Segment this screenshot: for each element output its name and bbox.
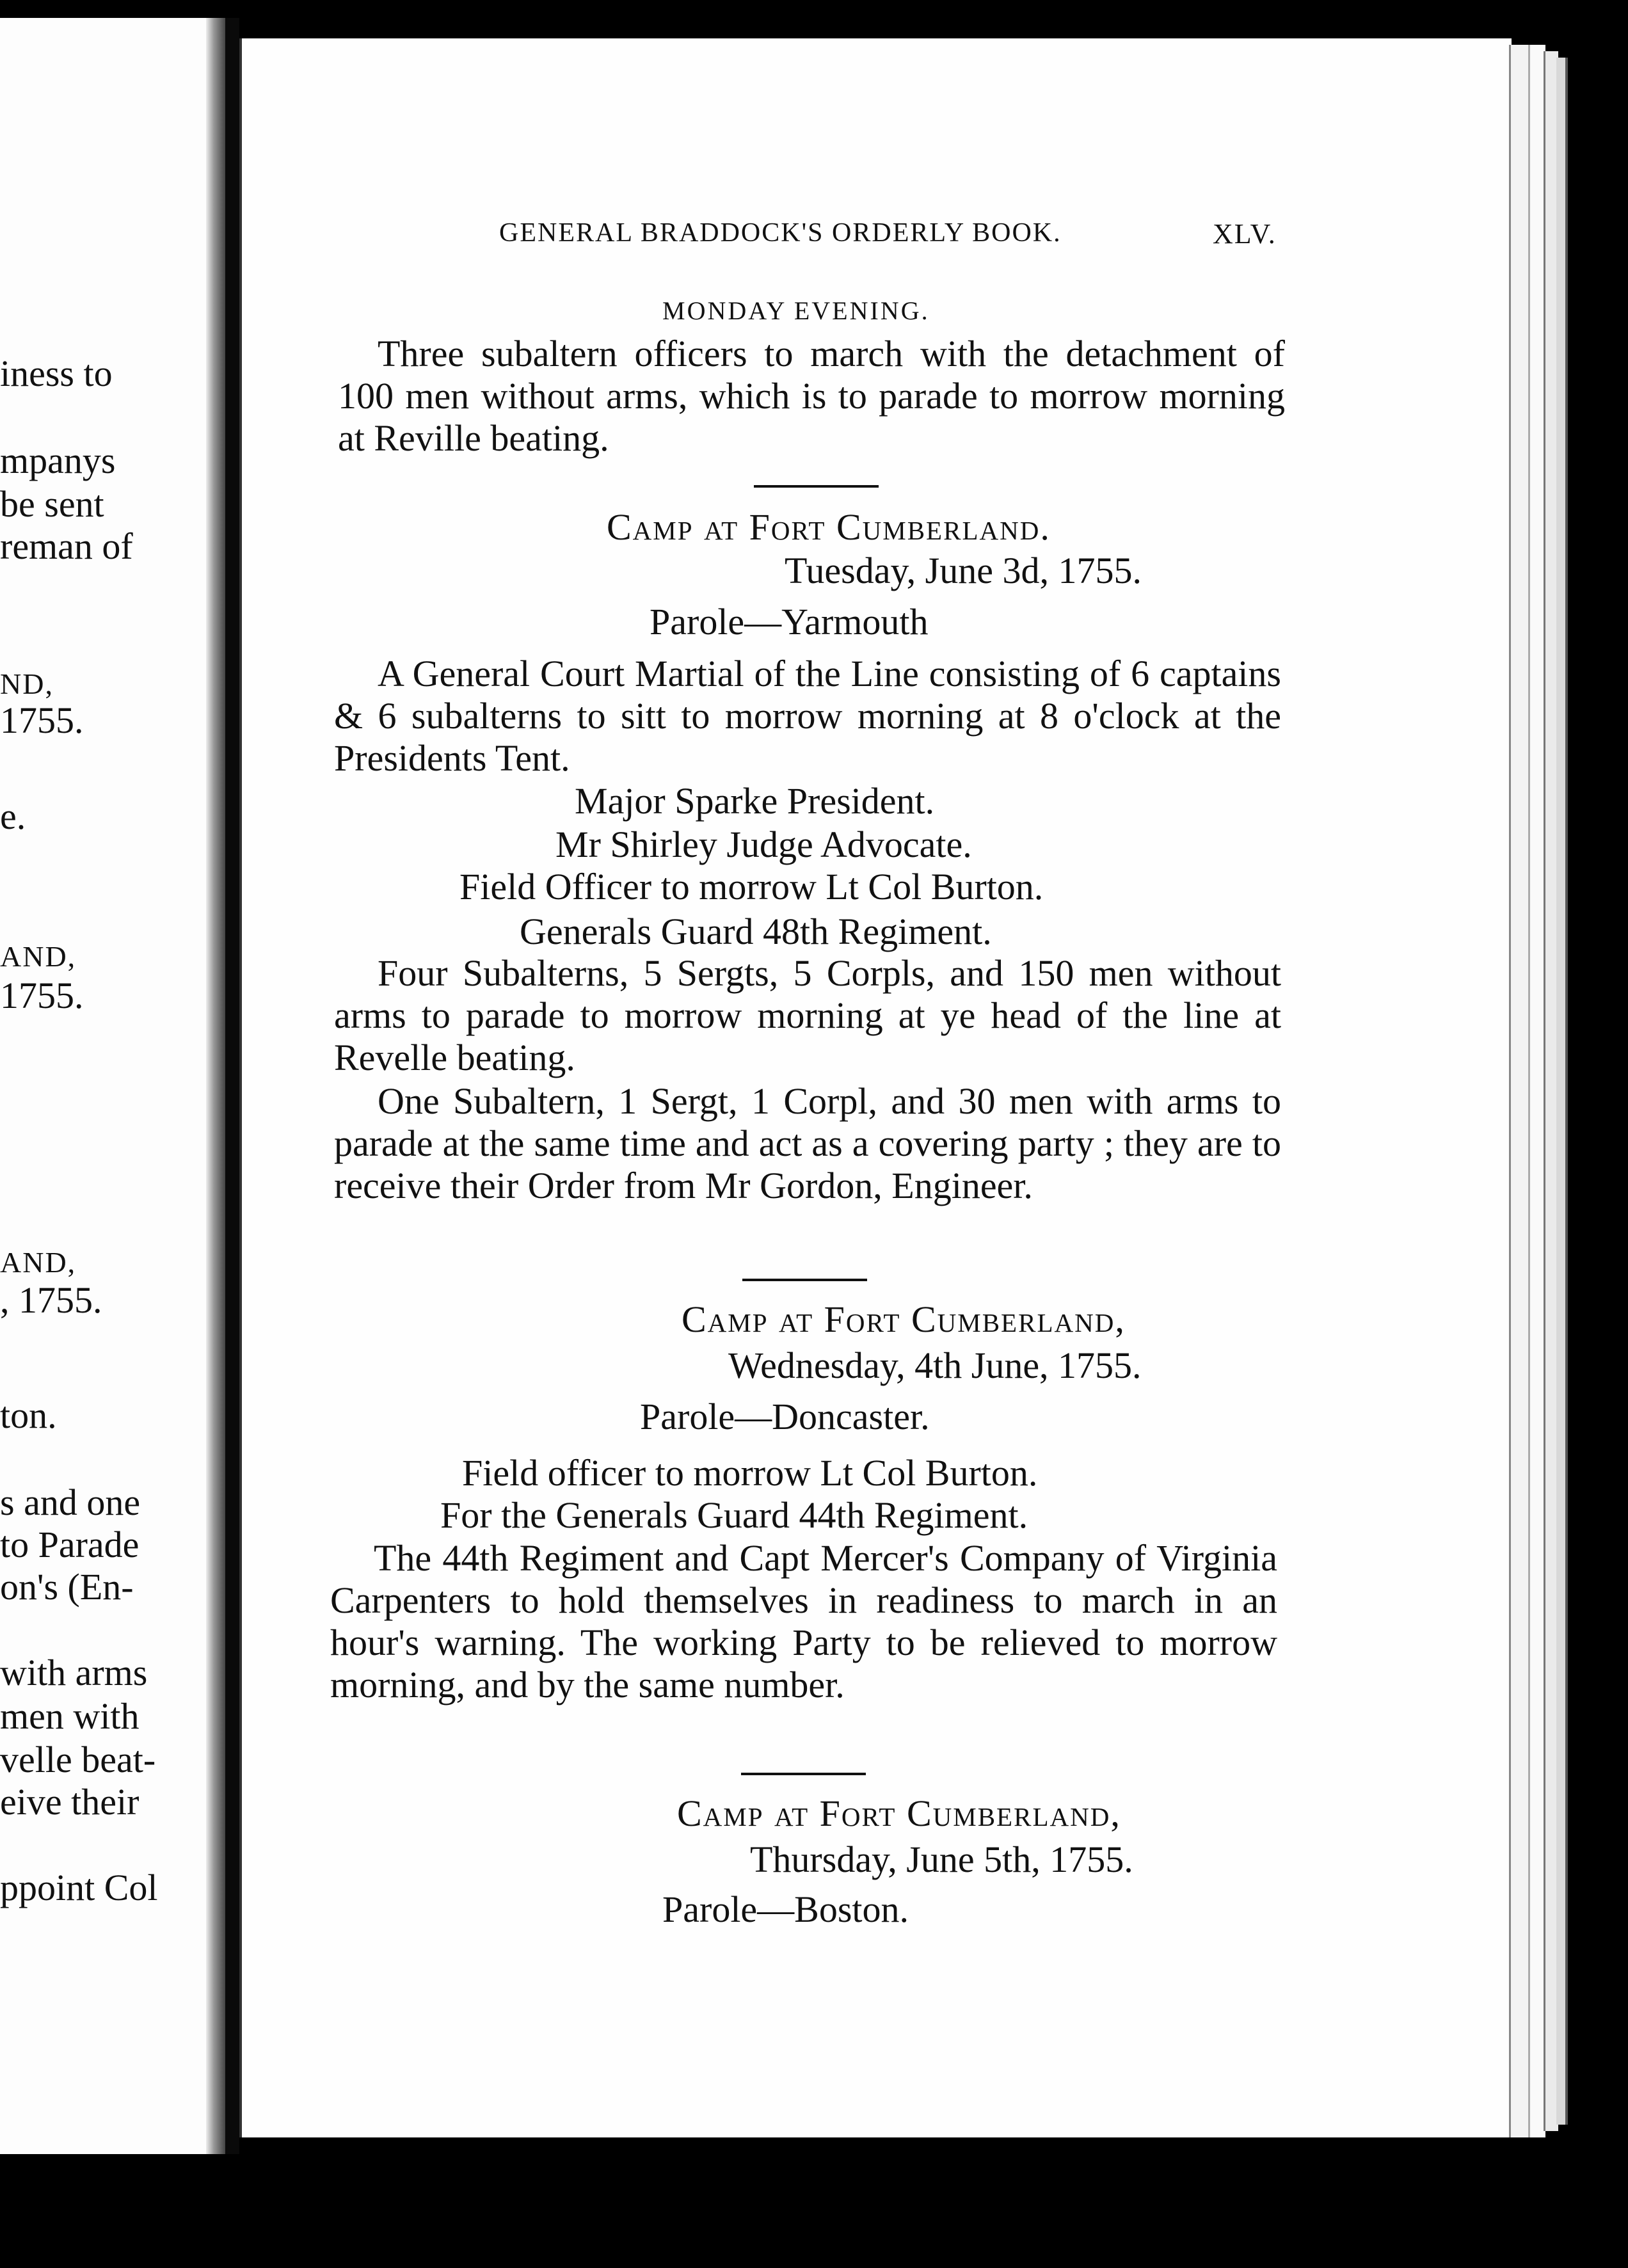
page-number: XLV. xyxy=(1213,218,1277,250)
paragraph: A General Court Martial of the Line consisting of 6 captains & 6 subalterns to sitt to morrow morning at 8 o'clock at the Presidents Tent. xyxy=(334,653,1281,779)
centered-line: Generals Guard 48th Regiment. xyxy=(520,911,992,952)
left-fragment: be sent xyxy=(0,483,104,525)
left-fragment: to Parade xyxy=(0,1524,140,1565)
left-fragment: , 1755. xyxy=(0,1279,102,1321)
page-edge xyxy=(1556,58,1568,2125)
left-fragment: on's (En- xyxy=(0,1566,134,1608)
page-edge xyxy=(1528,45,1545,2137)
centered-line: Major Sparke President. xyxy=(575,780,935,822)
left-fragment: with arms xyxy=(0,1652,148,1693)
left-fragment: velle beat- xyxy=(0,1739,156,1780)
book-spine xyxy=(225,18,239,2154)
left-fragment: AND, xyxy=(0,1246,77,1279)
left-fragment: iness to xyxy=(0,353,113,394)
centered-line: Field Officer to morrow Lt Col Burton. xyxy=(459,866,1044,907)
left-fragment: reman of xyxy=(0,525,133,567)
centered-line: Field officer to morrow Lt Col Burton. xyxy=(462,1452,1038,1494)
centered-line: For the Generals Guard 44th Regiment. xyxy=(440,1494,1028,1536)
parole-line: Parole—Yarmouth xyxy=(650,601,929,643)
camp-heading: Camp at Fort Cumberland, xyxy=(677,1793,1121,1834)
left-fragment: e. xyxy=(0,795,26,837)
left-fragment: ppoint Col xyxy=(0,1867,158,1908)
left-fragment: men with xyxy=(0,1695,140,1737)
paragraph: Three subaltern officers to march with the detachment of 100 men without arms, which is to parade to morrow morning at Reville beating. xyxy=(338,333,1285,459)
left-fragment: mpanys xyxy=(0,440,116,481)
centered-line: Mr Shirley Judge Advocate. xyxy=(555,824,972,865)
parole-line: Parole—Boston. xyxy=(662,1889,909,1930)
parole-line: Parole—Doncaster. xyxy=(640,1396,930,1437)
page-edge xyxy=(1509,45,1530,2137)
left-fragment: eive their xyxy=(0,1781,140,1823)
camp-heading: Camp at Fort Cumberland. xyxy=(607,506,1051,548)
paragraph: Four Subalterns, 5 Sergts, 5 Corpls, and 150 men without arms to parade to morrow morning at ye head of the line at Revelle beating. xyxy=(334,952,1281,1078)
left-fragment: ND, xyxy=(0,667,54,700)
left-gutter xyxy=(206,18,225,2154)
left-fragment: 1755. xyxy=(0,699,84,741)
left-page xyxy=(0,18,223,2154)
left-fragment: 1755. xyxy=(0,975,84,1016)
date-line: Tuesday, June 3d, 1755. xyxy=(785,550,1142,591)
section-rule xyxy=(741,1773,866,1775)
left-fragment: AND, xyxy=(0,940,77,973)
date-line: Thursday, June 5th, 1755. xyxy=(750,1839,1133,1880)
running-head: GENERAL BRADDOCK'S ORDERLY BOOK. xyxy=(499,218,1062,248)
paragraph: One Subaltern, 1 Sergt, 1 Corpl, and 30 men with arms to parade at the same time and act as a covering party ; they are to receive their Order from Mr Gordon, Engineer. xyxy=(334,1080,1281,1206)
paragraph: The 44th Regiment and Capt Mercer's Company of Virginia Carpenters to hold themselves in readiness to march in an hour's warning. The working Party to be relieved to morrow morning, and by the same number. xyxy=(330,1537,1277,1705)
section-heading: MONDAY EVENING. xyxy=(662,296,930,325)
section-rule xyxy=(754,485,879,488)
camp-heading: Camp at Fort Cumberland, xyxy=(682,1298,1126,1340)
section-rule xyxy=(742,1279,867,1281)
left-fragment: s and one xyxy=(0,1481,141,1523)
date-line: Wednesday, 4th June, 1755. xyxy=(728,1345,1142,1386)
left-fragment: ton. xyxy=(0,1394,57,1436)
